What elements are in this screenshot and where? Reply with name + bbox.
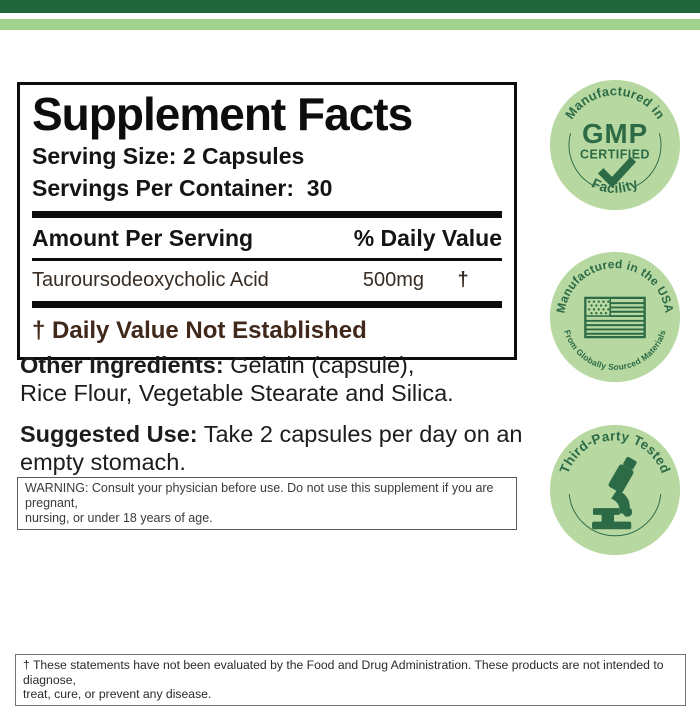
other-ingredients-label: Other Ingredients: <box>20 352 224 378</box>
ingredient-row <box>32 261 502 301</box>
warning-line-1: WARNING: Consult your physician before use. Do not use this supplement if you are pregnant, <box>25 481 494 510</box>
divider-thick <box>32 211 502 218</box>
top-bar-dark <box>0 0 700 13</box>
gmp-text: GMP <box>581 118 649 150</box>
suggested-use-text-2: empty stomach. <box>20 449 186 475</box>
badge-bottom-text: From Globally Sourced Materials <box>562 328 668 372</box>
amount-header-row <box>32 218 502 258</box>
ingredient-daily-value: † <box>457 268 469 291</box>
suggested-use <box>20 420 525 476</box>
ingredient-amount: 500mg <box>362 268 424 291</box>
info-block <box>20 351 525 476</box>
daily-value-header: % Daily Value <box>353 224 502 251</box>
badge-made-in-usa <box>548 250 682 384</box>
suggested-use-label: Suggested Use: <box>20 421 198 447</box>
disclaimer-line-1: † These statements have not been evaluated by the Food and Drug Administration. These products are not intended to diagnose, <box>23 658 664 687</box>
disclaimer-box <box>15 654 686 706</box>
certified-text: CERTIFIED <box>580 147 650 162</box>
top-bar-light <box>0 19 700 30</box>
warning-box <box>17 477 517 530</box>
badge-top-text: Manufactured in the USA <box>553 256 677 315</box>
other-ingredients-text: Gelatin (capsule), <box>230 352 415 378</box>
ingredient-name: Tauroursodeoxycholic Acid <box>32 268 269 291</box>
other-ingredients-text-2: Rice Flour, Vegetable Stearate and Silica. <box>20 380 454 406</box>
warning-line-2: nursing, or under 18 years of age. <box>25 511 213 525</box>
badge-top-text: Manufactured in <box>562 83 669 122</box>
badge-top-text: Third-Party Tested <box>556 428 674 476</box>
serving-size: Serving Size: 2 Capsules <box>32 142 305 169</box>
dv-note: † Daily Value Not Established <box>32 316 367 344</box>
other-ingredients <box>20 351 525 407</box>
facts-title: Supplement Facts <box>32 88 413 140</box>
divider-thick <box>32 301 502 308</box>
supplement-facts-panel <box>17 82 517 360</box>
badge-third-party-tested <box>548 423 682 557</box>
disclaimer-line-2: treat, cure, or prevent any disease. <box>23 687 212 701</box>
badge-gmp-certified <box>548 78 682 212</box>
badge-bottom-text: Facility <box>589 174 641 197</box>
amount-per-serving-header: Amount Per Serving <box>32 224 254 251</box>
suggested-use-text: Take 2 capsules per day on an <box>203 421 523 447</box>
servings-per-container: Servings Per Container: 30 <box>32 174 333 201</box>
